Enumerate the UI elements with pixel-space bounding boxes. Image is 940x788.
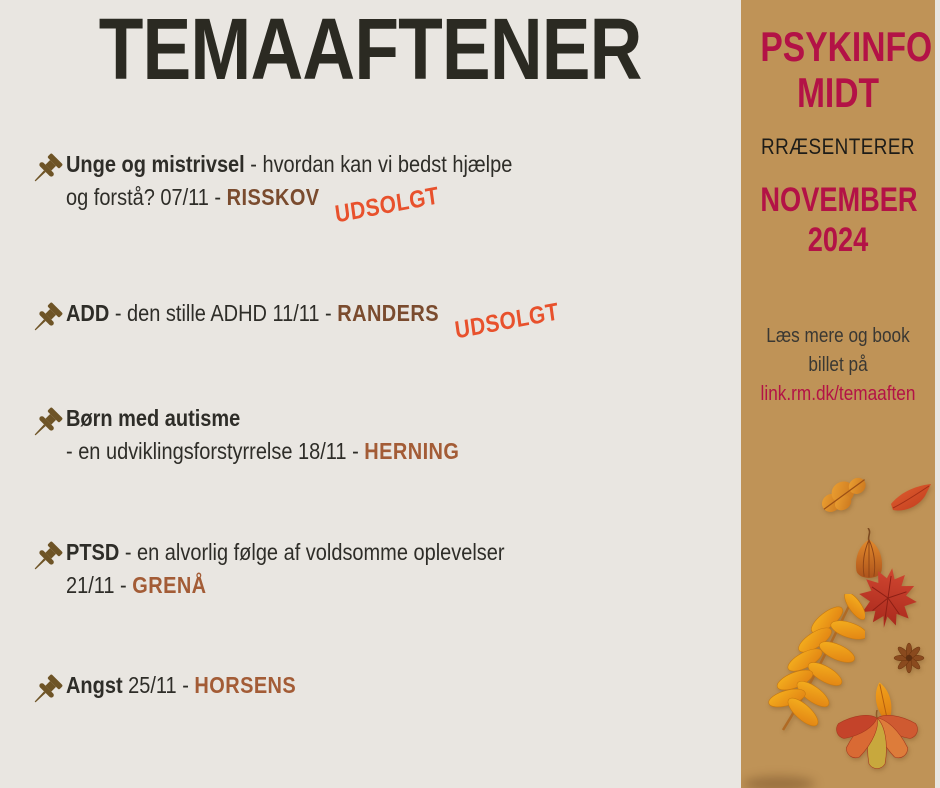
booking-line1: Læs mere og book (766, 325, 910, 347)
event-boern-med-autisme (26, 402, 786, 468)
event-location: HORSENS (194, 672, 297, 698)
event-description: 21/11 - (66, 572, 133, 598)
sold-out-badge: UDSOLGT (333, 182, 441, 229)
booking-info (741, 322, 935, 409)
event-description: - hvordan kan vi bedst hjælpe (244, 151, 513, 177)
presents-label (741, 135, 935, 159)
month-line2: 2024 (807, 221, 869, 259)
leaf-shadow (743, 776, 815, 788)
sold-out-badge: UDSOLGT (453, 298, 561, 345)
red-leaf-fragment-icon (889, 482, 933, 514)
event-text (66, 297, 678, 345)
event-topic: PTSD (66, 539, 120, 565)
event-text (66, 669, 678, 702)
event-unge-og-mistrivsel (26, 148, 786, 229)
event-description: - en udviklingsforstyrrelse 18/11 - (66, 438, 365, 464)
pushpin-icon (26, 148, 66, 192)
pushpin-icon (26, 297, 66, 341)
event-line (66, 181, 678, 229)
pushpin-icon (26, 669, 66, 713)
event-topic: Unge og mistrivsel (66, 151, 245, 177)
event-line (66, 402, 678, 435)
pushpin-icon (26, 536, 66, 580)
event-topic: Børn med autisme (66, 405, 241, 431)
month-line1: NOVEMBER (760, 181, 918, 219)
event-description: - den stille ADHD 11/11 - (109, 300, 338, 326)
page-title-text: TEMAAFTENER (99, 1, 642, 98)
org-name-line2: MIDT (796, 69, 880, 116)
maple-leaf-icon (857, 566, 919, 630)
event-line (66, 297, 678, 345)
event-text (66, 148, 678, 229)
event-line (66, 536, 678, 569)
booking-url: link.rm.dk/temaaften (760, 383, 916, 405)
event-description: - en alvorlig følge af voldsomme oplevelser (119, 539, 505, 565)
event-text (66, 536, 678, 602)
booking-line2: billet på (808, 354, 868, 376)
event-line (66, 148, 678, 181)
event-location: RISSKOV (226, 184, 320, 210)
event-topic: Angst (66, 672, 123, 698)
event-description: 25/11 - (122, 672, 195, 698)
presents-text: RRÆSENTERER (760, 134, 915, 159)
event-line (66, 569, 678, 602)
pushpin-icon (26, 402, 66, 446)
org-name-line1: PSYKINFO (760, 23, 933, 70)
event-description: og forstå? 07/11 - (66, 184, 227, 210)
event-angst (26, 669, 786, 713)
month-label (741, 180, 935, 260)
event-location: GRENÅ (132, 572, 207, 598)
event-line (66, 669, 678, 702)
event-add (26, 297, 786, 345)
org-name (741, 24, 935, 116)
oak-leaf-icon (815, 468, 873, 520)
event-line (66, 435, 678, 468)
star-anise-icon (891, 640, 927, 676)
event-text (66, 402, 678, 468)
event-ptsd (26, 536, 786, 602)
sidebar (741, 0, 935, 788)
event-location: HERNING (364, 438, 460, 464)
event-topic: ADD (66, 300, 110, 326)
creeper-leaf-icon (825, 710, 925, 788)
event-location: RANDERS (337, 300, 440, 326)
page-title (0, 1, 741, 98)
